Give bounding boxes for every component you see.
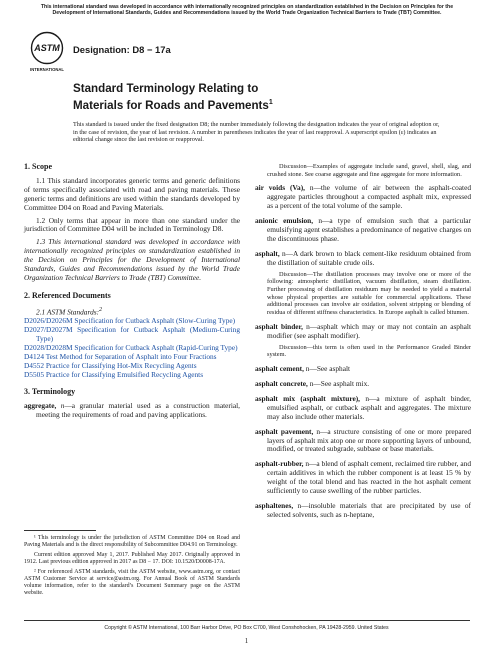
term-asphalt: asphalt, n—A dark brown to black cement-like residuum obtained from the distillation of suitable crude oils. bbox=[255, 248, 471, 267]
term-anionic-emulsion: anionic emulsion, n—a type of emulsion such that a particular emulsifying agent establishes a predominance of negative charges on the discontinuous phase. bbox=[255, 216, 471, 243]
reference-title: Specification for Cutback Asphalt (Medium-Curing Type) bbox=[36, 325, 240, 343]
reference-code-link[interactable]: D2028/D2028M bbox=[24, 342, 73, 352]
issuance-statement: This standard is issued under the fixed designation D8; the number immediately following the designation indicates the year of original adoption or, in the case of revision, the year of last revision. A number in parentheses indicates the year of last reapproval. A superscript epsilon (ε) indicates an editorial change since the last revision or reapproval. bbox=[73, 121, 440, 144]
scope-1-1: 1.1 This standard incorporates generic terms and generic definitions of terms specifically associated with road and paving materials. These generic terms and definitions are used within the standards developed by Committee D04 on Road and Paving Materials. bbox=[24, 175, 240, 212]
astm-standards-label: 2.1 ASTM Standards:$^2$ bbox=[36, 306, 103, 317]
logo-subtext: INTERNATIONAL bbox=[30, 67, 64, 72]
term-asphalt-concrete: asphalt concrete, n—See asphalt mix. bbox=[255, 379, 370, 388]
reference-code-link[interactable]: D4552 bbox=[24, 360, 44, 370]
term-asphalt-mix: asphalt mix (asphalt mixture), n—a mixture of asphalt binder, emulsified asphalt, or cutback asphalt and aggregates. The mixture may also include other materials. bbox=[255, 393, 472, 421]
reference-code-link[interactable]: D2027/D2027M bbox=[24, 325, 73, 335]
reference-item bbox=[24, 326, 240, 344]
reference-list bbox=[24, 317, 240, 379]
reference-item bbox=[24, 371, 240, 380]
footer-rule bbox=[24, 620, 470, 621]
reference-title: Practice for Classifying Hot-Mix Recycling Agents bbox=[44, 360, 197, 370]
logo-text: ASTM bbox=[34, 43, 60, 53]
footnote-rule bbox=[24, 530, 96, 531]
title-footnote-mark: 1 bbox=[268, 99, 273, 106]
section-heading-scope: 1. Scope bbox=[24, 162, 52, 171]
footnote-1: ¹ This terminology is under the jurisdiction of ASTM Committee D04 on Road and Paving Materials and is the direct responsibility of Subcommittee D04.91 on Terminology. bbox=[24, 535, 240, 548]
reference-title: Practice for Classifying Emulsified Recycling Agents bbox=[44, 369, 204, 379]
copyright-footer: Copyright © ASTM International, 100 Barr Harbor Drive, PO Box C700, West Conshohocken, PA 19428-2959. United States bbox=[104, 625, 389, 631]
term-asphalt-pavement: asphalt pavement, n—a structure consisting of one or more prepared layers of asphalt mix atop one or more supporting layers of unbound, modified, or treated subgrade, subbase or base materials. bbox=[255, 426, 471, 454]
discussion-asphalt-binder: Discussion—this term is often used in the Performance Graded Binder system. bbox=[267, 343, 471, 359]
term-asphalt-rubber: asphalt-rubber, n—a blend of asphalt cement, reclaimed tire rubber, and certain additives in which the rubber component is at least 15 % by weight of the total blend and has reacted in the hot asphalt cement sufficiently to cause swelling of the rubber particles. bbox=[255, 459, 471, 496]
section-heading-references: 2. Referenced Documents bbox=[24, 290, 111, 300]
term-asphaltenes: asphaltenes, n—insoluble materials that are precipitated by use of selected solvents, such as n-heptane, bbox=[255, 500, 471, 519]
discussion-asphalt: Discussion—The distillation processes may involve one or more of the following: atmospheric distillation, vacuum distillation, steam distillation. Further processing of distillation residuum may be needed to yield a material whose physical properties are suitable for commercial applications. These additional processes can involve air oxidation, solvent stripping or blending of residua of different stiffness characteristics. In Europe asphalt is called bitumen. bbox=[267, 270, 471, 317]
discussion-aggregate: Discussion—Examples of aggregate include sand, gravel, shell, slag, and crushed stone. See coarse aggregate and fine aggregate for more information. bbox=[267, 163, 471, 178]
section-heading-terminology: 3. Terminology bbox=[24, 387, 76, 397]
reference-title: Specification for Cutback Asphalt (Slow-Curing Type) bbox=[72, 316, 236, 326]
reference-title: Specification for Cutback Asphalt (Rapid-Curing Type) bbox=[72, 342, 238, 352]
footnote-2: ² For referenced ASTM standards, visit the ASTM website, www.astm.org, or contact ASTM Customer Service at service@astm.org. For Annual Book of ASTM Standards volume information, refer to the standard’s Document Summary page on the ASTM website. bbox=[24, 569, 240, 596]
reference-code-link[interactable]: D5505 bbox=[24, 369, 44, 379]
scope-1-2: 1.2 Only terms that appear in more than one standard under the jurisdiction of Committee D04 will be included in Terminology D8. bbox=[24, 215, 240, 234]
reference-title: Test Method for Separation of Asphalt into Four Fractions bbox=[44, 351, 217, 361]
title-line-1: Standard Terminology Relating to bbox=[73, 82, 259, 95]
reference-code-link[interactable]: D2026/D2026M bbox=[24, 316, 73, 326]
term-asphalt-binder: asphalt binder, n—asphalt which may or may not contain an asphalt modifier (see asphalt modifier). bbox=[255, 321, 471, 340]
footnote-1-edition: Current edition approved May 1, 2017. Published May 2017. Originally approved in 1912. Last previous edition approved in 2017 as D8 − 17. DOI: 10.1520/D0008-17A. bbox=[24, 552, 240, 565]
title-line-2: Materials for Roads and Pavements bbox=[73, 98, 269, 112]
astm-logo bbox=[28, 31, 66, 73]
term-asphalt-cement: asphalt cement, n—See asphalt bbox=[255, 364, 351, 374]
footnotes bbox=[24, 535, 240, 597]
term-air-voids: air voids (Va), n—the volume of air between the asphalt-coated aggregate particles throughout a compacted asphalt mix, expressed as a percent of the total volume of the sample. bbox=[255, 183, 471, 211]
right-column bbox=[255, 163, 471, 520]
left-column bbox=[24, 163, 240, 420]
document-title bbox=[73, 82, 373, 113]
reference-code-link[interactable]: D4124 bbox=[24, 351, 44, 361]
page-number: 1 bbox=[244, 637, 249, 645]
designation: Designation: D8 − 17a bbox=[73, 44, 171, 55]
tbt-notice: This international standard was developed in accordance with internationally recognized principles on standardization established in the Decision on Principles for the Development of International Standards, Guides and Recommendations issued by the World Trade Organization Technical Barriers to Trade (TBT) Committee. bbox=[40, 4, 454, 17]
scope-1-3: 1.3 This international standard was developed in accordance with internationally recognized principles on standardization established in the Decision on Principles for the Development of International Standards, Guides and Recommendations issued by the World Trade Organization Technical Barriers to Trade (TBT) Committee. bbox=[24, 237, 240, 282]
term-aggregate: aggregate, n—a granular material used as a construction material, meeting the requirements of road and paving applications. bbox=[24, 401, 241, 420]
